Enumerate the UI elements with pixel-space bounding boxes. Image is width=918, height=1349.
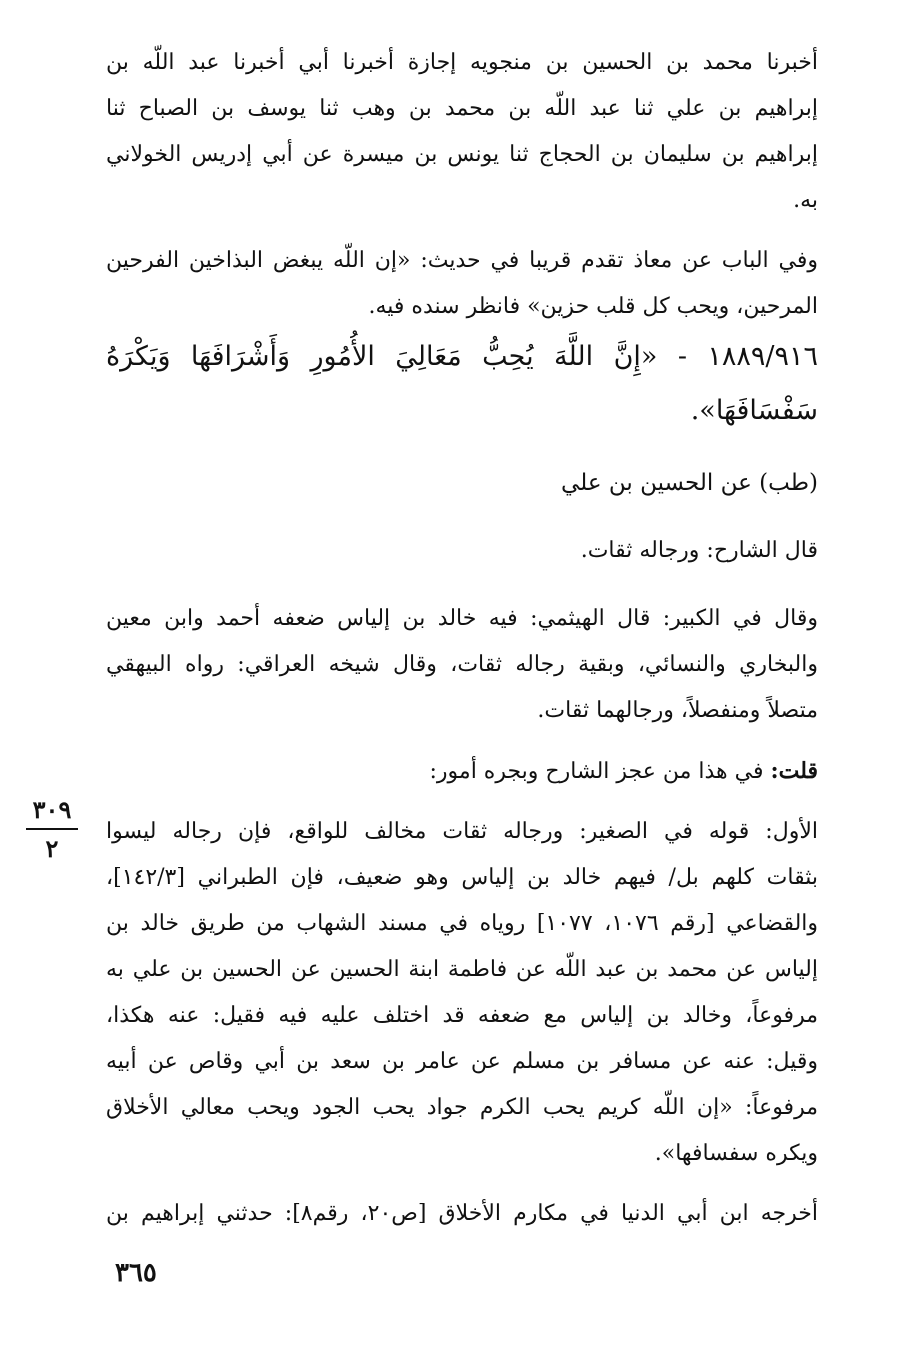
text-line: أخرجه ابن أبي الدنيا في مكارم الأخلاق [ص٢٠، رقم٨]: حدثني إبراهيم بن (106, 1201, 818, 1226)
page-number: ٣٦٥ (115, 1258, 157, 1288)
text-line: الأول: قوله في الصغير: ورجاله ثقات مخالف للواقع، فإن رجاله ليسوا (106, 819, 818, 844)
text-line: إلياس عن محمد بن عبد اللّه عن فاطمة ابنة الحسين عن الحسين بن علي به (106, 957, 818, 982)
text-line: مرفوعاً، وخالد بن إلياس مع ضعفه قد اختلف عليه فيه فقيل: عنه هكذا، (106, 1003, 818, 1028)
paragraph-bab (106, 238, 818, 330)
hadith-text (106, 330, 818, 438)
page-body (106, 40, 818, 1237)
text-line: المرحين، ويحب كل قلب حزين» فانظر سنده فيه. (368, 294, 818, 319)
text-line: متصلاً ومنفصلاً، ورجالهما ثقات. (537, 698, 818, 723)
text-line: أخبرنا محمد بن الحسين بن منجويه إجازة أخبرنا أبي أخبرنا عبد اللّه بن (106, 50, 818, 75)
paragraph-akhraja (106, 1191, 818, 1237)
text-line: إبراهيم بن سليمان بن الحجاج ثنا يونس بن ميسرة عن أبي إدريس الخولاني (106, 142, 818, 167)
qultu-label: قلت: (770, 758, 818, 784)
text-line: بثقات كلهم بل/ فيهم خالد بن إلياس وهو ضعيف، فإن الطبراني [١٤٢/٣]، (106, 865, 818, 890)
paragraph-awwal (106, 809, 818, 1177)
folio-divider (26, 828, 78, 830)
text-line: وقال في الكبير: قال الهيثمي: فيه خالد بن إلياس ضعفه أحمد وابن معين (106, 606, 818, 631)
text-line: وقيل: عنه عن مسافر بن مسلم عن عامر بن سعد بن أبي وقاص عن أبيه (106, 1049, 818, 1074)
qultu-text: في هذا من عجز الشارح وبجره أمور: (429, 759, 771, 784)
text-line: وفي الباب عن معاذ تقدم قريبا في حديث: «إن اللّه يبغض البذاخين الفرحين (106, 248, 818, 273)
text-line: والبخاري والنسائي، وبقية رجاله ثقات، وقال شيخه العراقي: رواه البيهقي (106, 652, 818, 677)
text-line: مرفوعاً: «إن اللّه كريم يحب الكرم جواد يحب الجود ويحب معالي الأخلاق (106, 1095, 818, 1120)
hadith-source: (طب) عن الحسين بن علي (561, 470, 818, 496)
folio-number: ٣٠٩ (32, 795, 72, 824)
text-line: والقضاعي [رقم ١٠٧٦، ١٠٧٧] روياه في مسند الشهاب من طريق خالد بن (106, 911, 818, 936)
paragraph-isnad (106, 40, 818, 224)
paragraph-kabir (106, 596, 818, 734)
hadith-line: سَفْسَافَهَا». (690, 395, 818, 426)
text-line: ويكره سفسافها». (654, 1141, 818, 1166)
qultu-line (106, 748, 818, 795)
text-line: به. (793, 188, 818, 213)
text-line: إبراهيم بن علي ثنا عبد اللّه بن محمد بن وهب ثنا يوسف بن الصباح ثنا (106, 96, 818, 121)
manuscript-folio-note (20, 795, 84, 863)
hadith-line: ١٨٨٩/٩١٦ - «إِنَّ اللَّهَ يُحِبُّ مَعَالِيَ الأُمُورِ وَأَشْرَافَهَا وَيَكْرَهُ (106, 341, 818, 372)
folio-side: ٢ (45, 834, 59, 863)
sharih-statement: قال الشارح: ورجاله ثقات. (580, 538, 818, 563)
